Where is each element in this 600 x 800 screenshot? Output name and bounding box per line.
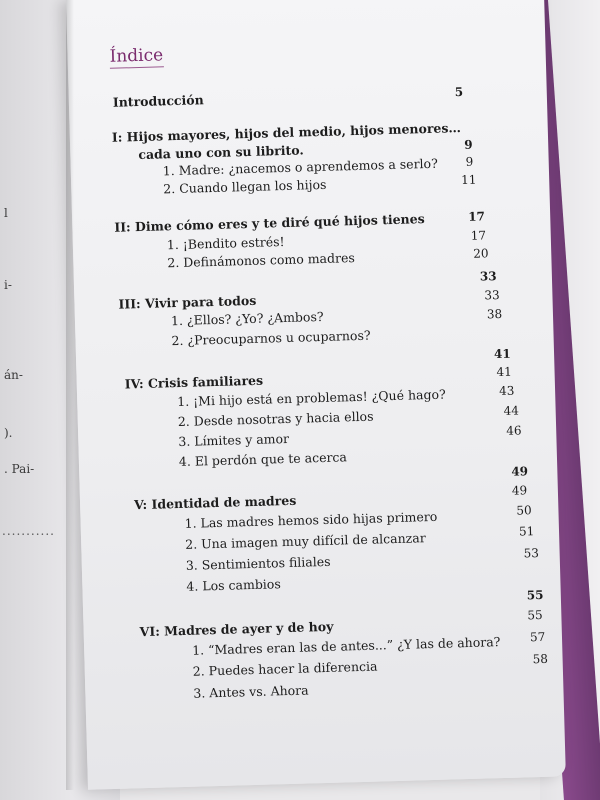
toc-chapter-title: II: Dime cómo eres y te diré qué hijos tienes [114, 211, 425, 235]
toc-intro-page: 5 [454, 84, 464, 100]
toc-chapter-page: 17 [468, 209, 486, 224]
toc-item-page: 58 [532, 651, 549, 667]
toc-item: 4. El perdón que te acerca [178, 449, 348, 470]
index-page [66, 0, 566, 790]
toc-item: 2. Definámonos como madres [167, 250, 355, 271]
toc-item: 2. Desde nosotras y hacia ellos [177, 408, 374, 430]
toc-chapter-title: V: Identidad de madres [133, 492, 297, 513]
toc-item: 3. Sentimientos filiales [185, 553, 331, 573]
toc-item-page: 17 [470, 228, 487, 243]
toc-item: 1. “Madres eran las de antes...” ¿Y las de ahora? [191, 634, 501, 658]
toc-chapter-title: VI: Madres de ayer y de hoy [139, 618, 334, 640]
page-title: Índice [109, 45, 164, 67]
toc-item-page: 53 [523, 546, 540, 561]
toc-item-page: 51 [518, 524, 535, 539]
left-page-dots: ........... [2, 524, 55, 538]
toc-item: 2. Puedes hacer la diferencia [192, 658, 378, 679]
toc-item-page: 46 [506, 423, 522, 438]
toc-chapter-page: 49 [511, 464, 529, 479]
toc-chapter-page: 33 [479, 269, 497, 284]
toc-chapter-page: 55 [526, 587, 544, 603]
toc-chapter-page: 41 [493, 346, 511, 362]
toc-item: 1. ¡Mi hijo está en problemas! ¿Qué hago? [177, 386, 446, 410]
left-page-fragment: ). [4, 426, 13, 440]
toc-chapter-title: IV: Crisis familiares [124, 372, 264, 392]
toc-item-page: 57 [529, 629, 546, 645]
left-page-fragment: án- [4, 368, 23, 382]
left-page-fragment: l [4, 206, 8, 220]
toc-chapter-page: 9 [464, 137, 473, 152]
toc-item-page: 43 [498, 383, 515, 399]
left-page-fragment: i- [4, 278, 12, 292]
toc-item: 1. Las madres hemos sido hijas primero [184, 508, 438, 531]
toc-item-page: 41 [496, 364, 513, 380]
toc-item-page: 49 [511, 483, 528, 498]
toc-item: 1. Madre: ¿nacemos o aprendemos a serlo? [162, 155, 438, 179]
toc-item-page: 38 [486, 306, 503, 322]
toc-item-page: 11 [460, 172, 477, 188]
toc-item: 2. Cuando llegan los hijos [163, 176, 327, 197]
toc-item: 2. Una imagen muy difícil de alcanzar [185, 530, 426, 552]
toc-chapter-title: cada uno con su librito. [138, 142, 304, 163]
page-gutter-shadow [66, 0, 74, 790]
toc-item: 3. Límites y amor [178, 430, 290, 450]
toc-item-page: 20 [473, 246, 489, 261]
toc-item-page: 44 [503, 403, 520, 418]
toc-item: 2. ¿Preocuparnos u ocuparnos? [171, 327, 371, 349]
toc-item-page: 55 [527, 607, 543, 623]
toc-item: 1. ¿Ellos? ¿Yo? ¿Ambos? [170, 308, 324, 329]
toc-item-page: 9 [465, 154, 474, 169]
toc-chapter-title: I: Hijos mayores, hijos del medio, hijos menores… [111, 120, 462, 145]
toc-item: 1. ¡Bendito estrés! [166, 233, 285, 253]
left-page-fragment: . Pai- [4, 462, 35, 476]
toc-item-page: 50 [516, 503, 532, 518]
toc-intro-label: Introducción [112, 92, 204, 110]
toc-item-page: 33 [484, 288, 500, 303]
toc-item: 4. Los cambios [186, 576, 281, 594]
toc-item: 3. Antes vs. Ahora [193, 682, 309, 701]
toc-chapter-title: III: Vivir para todos [118, 292, 257, 312]
